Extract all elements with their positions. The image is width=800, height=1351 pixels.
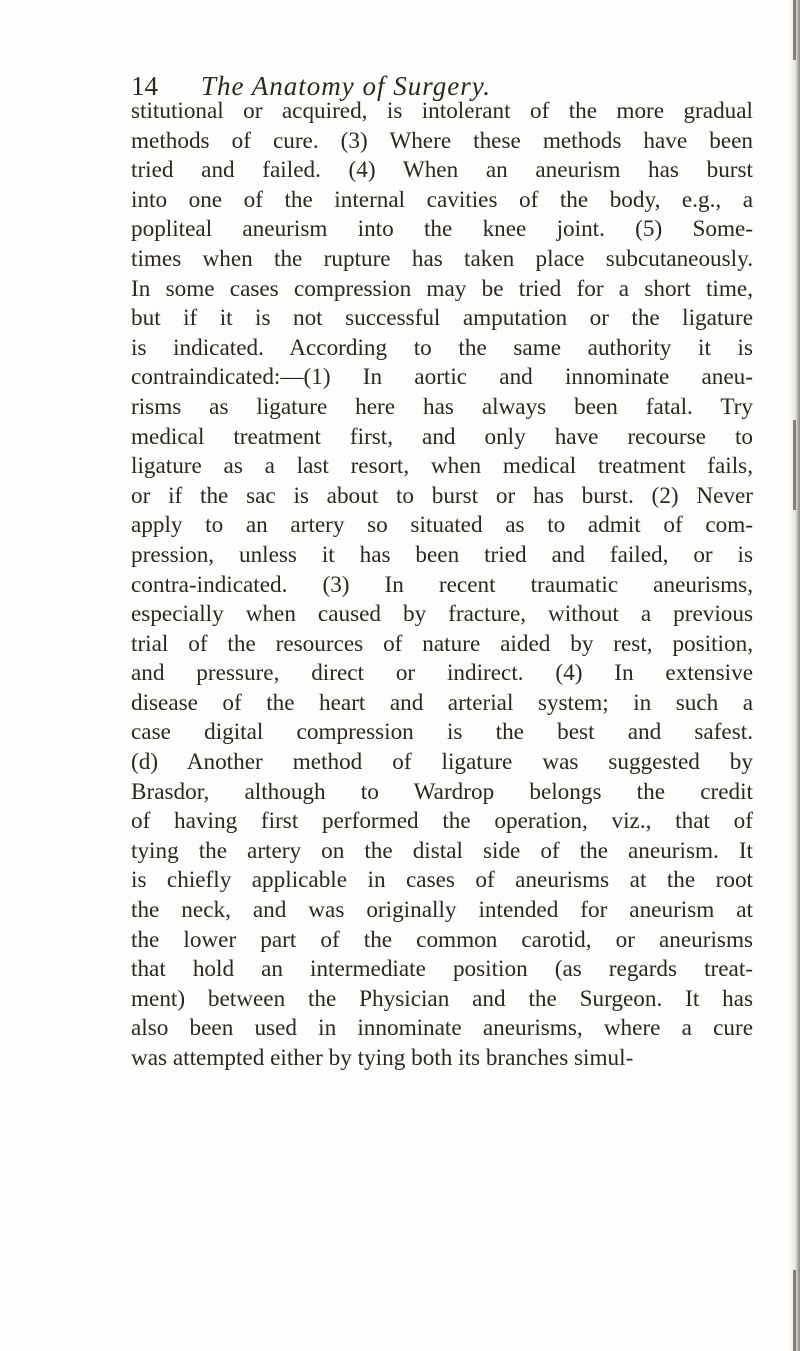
text-line: or if the sac is about to burst or has burst. (2) Never bbox=[131, 482, 753, 509]
text-line: especially when caused by fracture, without a previous bbox=[131, 601, 753, 628]
text-line: also been used in innominate aneurisms, where a cure bbox=[131, 1015, 753, 1042]
text-line: (d) Another method of ligature was suggested by bbox=[131, 749, 753, 776]
text-line: methods of cure. (3) Where these methods have been bbox=[131, 127, 753, 154]
body-text bbox=[131, 97, 753, 1074]
running-title: The Anatomy of Surgery. bbox=[201, 71, 491, 101]
text-line: case digital compression is the best and safest. bbox=[131, 719, 753, 746]
text-line: contraindicated:—(1) In aortic and innominate aneu- bbox=[131, 364, 753, 391]
page-edge-mark bbox=[793, 0, 796, 60]
text-line: of having first performed the operation, viz., that of bbox=[131, 808, 753, 835]
text-line: risms as ligature here has always been fatal. Try bbox=[131, 393, 753, 420]
text-line: times when the rupture has taken place subcutaneously. bbox=[131, 245, 753, 272]
text-line: is chiefly applicable in cases of aneurisms at the root bbox=[131, 867, 753, 894]
text-line: disease of the heart and arterial system; in such a bbox=[131, 689, 753, 716]
text-line: popliteal aneurism into the knee joint. (5) Some- bbox=[131, 216, 753, 243]
text-line: stitutional or acquired, is intolerant of the more gradual bbox=[131, 98, 753, 124]
text-line: but if it is not successful amputation or the ligature bbox=[131, 305, 753, 332]
text-line: is indicated. According to the same authority it is bbox=[131, 334, 753, 361]
page-edge-mark bbox=[793, 1270, 796, 1351]
text-line: and pressure, direct or indirect. (4) In extensive bbox=[131, 660, 753, 687]
text-line: trial of the resources of nature aided by rest, position, bbox=[131, 630, 753, 657]
text-line: Brasdor, although to Wardrop belongs the credit bbox=[131, 778, 753, 805]
text-line: ligature as a last resort, when medical treatment fails, bbox=[131, 453, 753, 480]
text-line: was attempted either by tying both its branches simul- bbox=[131, 1045, 634, 1071]
text-line: that hold an intermediate position (as regards treat- bbox=[131, 956, 753, 983]
text-line: ment) between the Physician and the Surgeon. It has bbox=[131, 985, 753, 1012]
text-line: contra-indicated. (3) In recent traumatic aneurisms, bbox=[131, 571, 753, 598]
text-line: medical treatment first, and only have recourse to bbox=[131, 423, 753, 450]
text-line: apply to an artery so situated as to admit of com- bbox=[131, 512, 753, 539]
text-line: In some cases compression may be tried for a short time, bbox=[131, 275, 753, 302]
text-line: tying the artery on the distal side of the aneurism. It bbox=[131, 837, 753, 864]
text-line: pression, unless it has been tried and failed, or is bbox=[131, 541, 753, 568]
text-line: the neck, and was originally intended for aneurism at bbox=[131, 897, 753, 924]
text-line: into one of the internal cavities of the body, e.g., a bbox=[131, 186, 753, 213]
page-edge-shadow bbox=[788, 0, 800, 1351]
page-edge-mark bbox=[793, 420, 796, 510]
text-line: tried and failed. (4) When an aneurism has burst bbox=[131, 157, 753, 184]
text-line: the lower part of the common carotid, or aneurisms bbox=[131, 926, 753, 953]
page-number: 14 bbox=[131, 71, 158, 101]
